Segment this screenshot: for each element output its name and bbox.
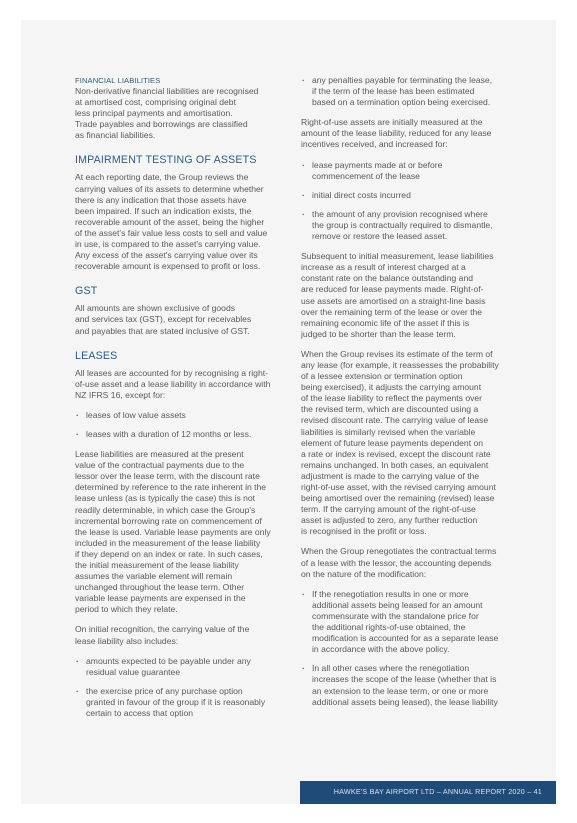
right-column [301,75,506,717]
gst-heading: GST [75,285,98,298]
initial-recognition-paragraph: On initial recognition, the carrying value of the lease liability also includes: [75,624,250,646]
financial-liabilities-heading: FINANCIAL LIABILITIES [75,76,161,85]
list-item: · lease payments made at or before commencement of the lease [301,160,506,182]
list-item: · initial direct costs incurred [301,190,506,201]
subsequent-measurement-paragraph: Subsequent to initial measurement, lease liabilities increase as a result of interest charged at a constant rate on the balance outstanding and are reduced for lease payments made. Right-of- use assets are amortised on a straight-line basis over the remaining term of the lease or over the remaining economic life of the asset if this is judged to be shorter than the lease term. [301,251,494,339]
footer-text: HAWKE'S BAY AIRPORT LTD – ANNUAL REPORT 2020 – 41 [333,787,542,796]
initial-recognition-list [75,656,275,719]
leases-heading: LEASES [75,349,118,362]
right-of-use-list [301,160,506,243]
left-column [75,75,275,728]
list-item: · the exercise price of any purchase option granted in favour of the group if it is reasonably certain to access that option [75,686,275,719]
list-item: · any penalties payable for terminating the lease, if the term of the lease has been estimated based on a termination option being exercised. [301,75,506,108]
renegotiation-list [301,589,506,708]
lease-liabilities-paragraph: Lease liabilities are measured at the present value of the contractual payments due to the lessor over the lease term, with the discount rate determined by reference to the rate inherent in the lease unless (as is typically the case) this is not readily determinable, in which case the Group's incremental borrowing rate on commencement of the lease is used. Variable lease payments are only included in the measurement of the lease liability if they depend on an index or rate. In such cases, the initial measurement of the lease liability assumes the variable element will remain unchanged throughout the lease term. Other variable lease payments are expensed in the period to which they relate. [75,449,271,615]
gst-paragraph: All amounts are shown exclusive of goods and services tax (GST), except for receivables and payables that are stated inclusive of GST. [75,303,252,336]
footer-bar [300,781,556,804]
list-item: · In all other cases where the renegotiation increases the scope of the lease (whether that is an extension to the lease term, or one or more additional assets being leased), the lease liability [301,663,506,707]
list-item: · leases of low value assets [75,410,275,421]
penalties-list [301,75,506,108]
list-item: · leases with a duration of 12 months or less. [75,429,275,440]
impairment-heading: IMPAIRMENT TESTING OF ASSETS [75,154,257,167]
term-revision-paragraph: When the Group revises its estimate of the term of any lease (for example, it reassesses the probability of a lessee extension or termination option being exercised), it adjusts the carrying amount of the lease liability to reflect the payments over the revised term, which are discounted using a revised discount rate. The carrying value of lease liabilities is similarly revised when the variable element of future lease payments dependent on a rate or index is revised, except the discount rate remains unchanged. In both cases, an equivalent adjustment is made to the carrying value of the right-of-use asset, with the revised carrying amount being amortised over the remaining (revised) lease term. If the carrying amount of the right-of-use asset is adjusted to zero, any further reduction is recognised in the profit or loss. [301,348,499,537]
renegotiation-paragraph: When the Group renegotiates the contractual terms of a lease with the lessor, the accounting depends on the nature of the modification: [301,546,497,579]
leases-intro-paragraph: All leases are accounted for by recognising a right- of-use asset and a lease liability in accordance with NZ IFRS 16, except for: [75,367,271,400]
leases-exceptions-list [75,410,275,440]
right-of-use-paragraph: Right-of-use assets are initially measured at the amount of the lease liability, reduced for any lease incentives received, and increased for: [301,117,492,150]
financial-liabilities-paragraph: Non-derivative financial liabilities are recognised at amortised cost, comprising original debt less principal payments and amortisation. Trade payables and borrowings are classified as financial liabilities. [75,86,259,141]
impairment-paragraph: At each reporting date, the Group reviews the carrying values of its assets to determine whether there is any indication that those assets have been impaired. If such an indication exists, the recoverable amount of the asset, being the higher of the asset's fair value less costs to sell and value in use, is compared to the asset's carrying value. Any excess of the asset's carrying value over its recoverable amount is expensed to profit or loss. [75,172,268,272]
list-item: · amounts expected to be payable under any residual value guarantee [75,656,275,678]
list-item: · the amount of any provision recognised where the group is contractually required to dismantle, remove or restore the leased asset. [301,209,506,242]
list-item: · If the renegotiation results in one or more additional assets being leased for an amount commensurate with the standalone price for the additional rights-of-use obtained, the modification is accounted for as a separate lease in accordance with the above policy. [301,589,506,656]
report-page [21,20,556,804]
